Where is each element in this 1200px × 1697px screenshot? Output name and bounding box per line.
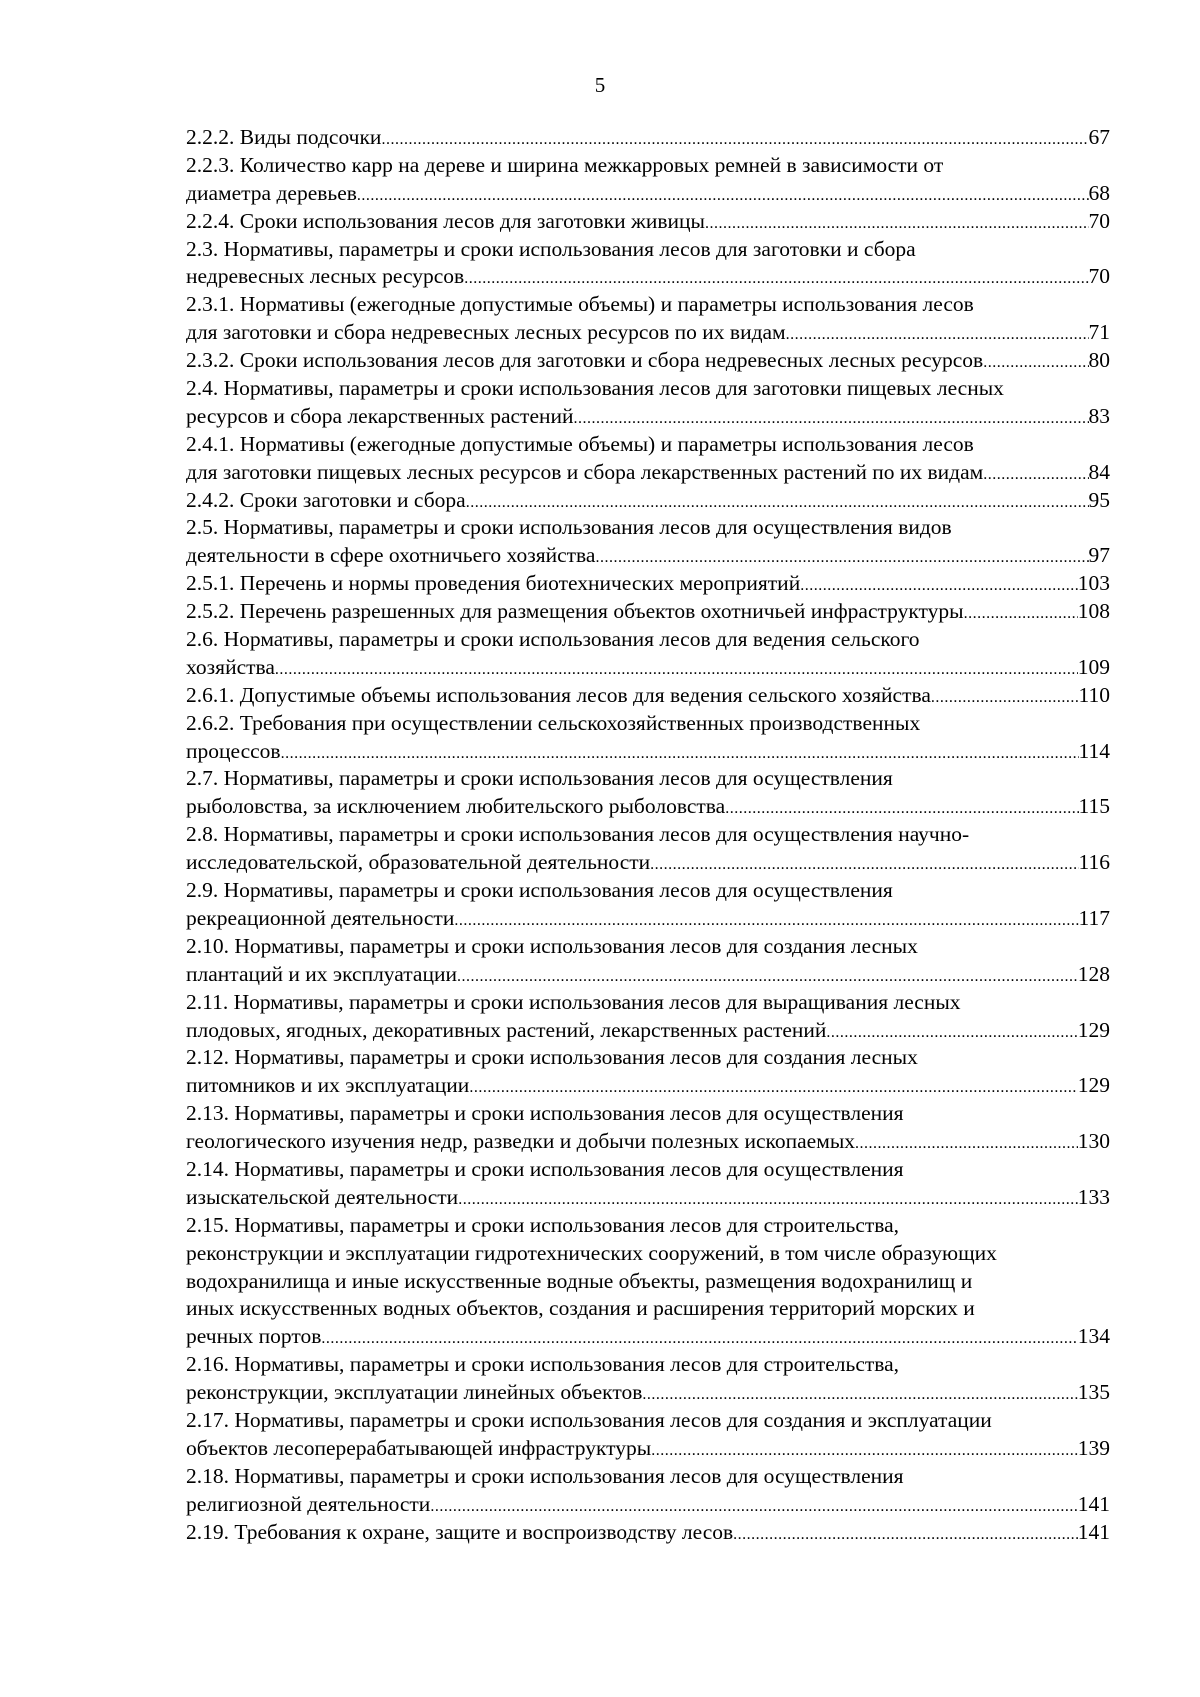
- toc-entry[interactable]: [186, 1351, 1110, 1407]
- toc-entry-text: 2.15. Нормативы, параметры и сроки использования лесов для строительства,: [186, 1212, 900, 1237]
- dot-leader: [381, 126, 1088, 154]
- toc-entry-line: [186, 1491, 1110, 1519]
- toc-entry-line: [186, 1463, 1110, 1491]
- dot-leader: [651, 1437, 1078, 1465]
- toc-page-number: 135: [1077, 1380, 1110, 1405]
- dot-leader: [466, 489, 1089, 517]
- toc-entry-text: питомников и их эксплуатации: [186, 1073, 470, 1098]
- dot-leader: [281, 740, 1079, 768]
- toc-entry-text: реконструкции и эксплуатации гидротехнических сооружений, в том числе образующих: [186, 1240, 997, 1265]
- toc-entry-line: [186, 849, 1110, 877]
- dot-leader: [357, 182, 1089, 210]
- dot-leader: [642, 1381, 1077, 1409]
- toc-entry[interactable]: [186, 487, 1110, 515]
- toc-entry-text: 2.6. Нормативы, параметры и сроки использования лесов для ведения сельского: [186, 627, 920, 652]
- toc-page-number: 95: [1088, 487, 1110, 512]
- dot-leader: [454, 907, 1078, 935]
- toc-entry[interactable]: [186, 347, 1110, 375]
- toc-entry-text: 2.5. Нормативы, параметры и сроки использования лесов для осуществления видов: [186, 515, 952, 540]
- toc-entry-text: 2.10. Нормативы, параметры и сроки использования лесов для создания лесных: [186, 933, 918, 958]
- toc-entry[interactable]: [186, 236, 1110, 292]
- toc-entry-text: процессов: [186, 738, 281, 763]
- dot-leader: [800, 572, 1078, 600]
- toc-entry-text: 2.17. Нормативы, параметры и сроки использования лесов для создания и эксплуатации: [186, 1407, 992, 1432]
- toc-entry-text: 2.11. Нормативы, параметры и сроки использования лесов для выращивания лесных: [186, 989, 961, 1014]
- toc-page-number: 134: [1077, 1324, 1110, 1349]
- toc-entry-line: [186, 1044, 1110, 1072]
- toc-entry-line: [186, 933, 1110, 961]
- toc-page-number: 115: [1078, 794, 1110, 819]
- dot-leader: [733, 1521, 1078, 1549]
- toc-entry-text: 2.13. Нормативы, параметры и сроки использования лесов для осуществления: [186, 1101, 904, 1126]
- toc-entry-line: [186, 347, 1110, 375]
- toc-page-number: 139: [1077, 1435, 1110, 1460]
- dot-leader: [469, 1074, 1077, 1102]
- toc-entry-line: [186, 1295, 1110, 1323]
- page-number: 5: [594, 73, 606, 97]
- toc-entry-line: [186, 180, 1110, 208]
- toc-entry-text: рекреационной деятельности: [186, 905, 455, 930]
- toc-entry-line: [186, 124, 1110, 152]
- toc-entry-text: 2.16. Нормативы, параметры и сроки использования лесов для строительства,: [186, 1352, 900, 1377]
- toc-entry-line: [186, 236, 1110, 264]
- toc-entry-line: [186, 431, 1110, 459]
- toc-page-number: 117: [1078, 905, 1110, 930]
- toc-entry-line: [186, 989, 1110, 1017]
- toc-entry-line: [186, 654, 1110, 682]
- toc-entry-text: иных искусственных водных объектов, создания и расширения территорий морских и: [186, 1296, 975, 1321]
- toc-entry-text: 2.4. Нормативы, параметры и сроки использования лесов для заготовки пищевых лесных: [186, 376, 1004, 401]
- toc-entry[interactable]: [186, 208, 1110, 236]
- toc-entry[interactable]: [186, 710, 1110, 766]
- toc-page-number: 128: [1077, 961, 1110, 986]
- toc-entry[interactable]: [186, 291, 1110, 347]
- dot-leader: [574, 405, 1089, 433]
- toc-entry-text: 2.3. Нормативы, параметры и сроки использования лесов для заготовки и сбора: [186, 236, 916, 261]
- toc-entry[interactable]: [186, 514, 1110, 570]
- toc-entry[interactable]: [186, 1212, 1110, 1351]
- toc-entry-line: [186, 208, 1110, 236]
- toc-entry[interactable]: [186, 933, 1110, 989]
- toc-entry-text: 2.7. Нормативы, параметры и сроки использования лесов для осуществления: [186, 766, 893, 791]
- dot-leader: [595, 544, 1088, 572]
- dot-leader: [458, 1186, 1078, 1214]
- toc-entry-text: ресурсов и сбора лекарственных растений: [186, 403, 574, 428]
- toc-page-number: 130: [1077, 1129, 1110, 1154]
- dot-leader: [457, 963, 1078, 991]
- toc-entry-line: [186, 1240, 1110, 1268]
- dot-leader: [650, 851, 1078, 879]
- toc-entry[interactable]: [186, 152, 1110, 208]
- toc-entry-line: [186, 1323, 1110, 1351]
- toc-entry-text: 2.4.1. Нормативы (ежегодные допустимые объемы) и параметры использования лесов: [186, 431, 974, 456]
- toc-entry-line: [186, 1351, 1110, 1379]
- toc-entry-line: [186, 765, 1110, 793]
- toc-entry-line: [186, 1017, 1110, 1045]
- toc-entry-text: 2.2.2. Виды подсочки: [186, 125, 382, 149]
- dot-leader: [983, 349, 1088, 377]
- toc-entry-text: 2.18. Нормативы, параметры и сроки использования лесов для осуществления: [186, 1463, 904, 1488]
- toc-entry-line: [186, 738, 1110, 766]
- toc-page-number: 84: [1088, 459, 1110, 484]
- toc-entry-text: для заготовки и сбора недревесных лесных ресурсов по их видам: [186, 320, 786, 345]
- toc-page-number: 70: [1088, 264, 1110, 289]
- toc-entry-line: [186, 821, 1110, 849]
- toc-page-number: 110: [1078, 682, 1110, 707]
- toc-entry-text: рыболовства, за исключением любительского рыболовства: [186, 794, 726, 819]
- toc-entry-line: [186, 1128, 1110, 1156]
- toc-entry-line: [186, 1100, 1110, 1128]
- toc-entry-text: 2.8. Нормативы, параметры и сроки использования лесов для осуществления научно-: [186, 822, 970, 847]
- toc-page-number: 129: [1077, 1073, 1110, 1098]
- toc-entry[interactable]: [186, 1463, 1110, 1519]
- toc-entry[interactable]: [186, 1407, 1110, 1463]
- toc-entry-line: [186, 1435, 1110, 1463]
- toc-entry-text: изыскательской деятельности: [186, 1184, 459, 1209]
- toc-entry-text: 2.2.3. Количество карр на дереве и ширина межкарровых ремней в зависимости от: [186, 152, 944, 177]
- toc-entry-line: [186, 626, 1110, 654]
- toc-entry-line: [186, 682, 1110, 710]
- toc-entry[interactable]: [186, 431, 1110, 487]
- toc-entry[interactable]: [186, 570, 1110, 598]
- toc-entry[interactable]: [186, 1156, 1110, 1212]
- toc-page-number: 114: [1078, 738, 1110, 763]
- toc-entry[interactable]: [186, 877, 1110, 933]
- toc-entry[interactable]: [186, 1044, 1110, 1100]
- toc-page-number: 116: [1078, 850, 1110, 875]
- toc-entry-text: деятельности в сфере охотничьего хозяйства: [186, 543, 596, 568]
- toc-entry-text: диаметра деревьев: [186, 180, 357, 205]
- toc-page-number: 141: [1077, 1491, 1110, 1516]
- dot-leader: [983, 461, 1088, 489]
- toc-entry-line: [186, 877, 1110, 905]
- toc-entry[interactable]: [186, 626, 1110, 682]
- toc-entry[interactable]: [186, 821, 1110, 877]
- toc-entry-line: [186, 793, 1110, 821]
- toc-entry-text: 2.5.2. Перечень разрешенных для размещения объектов охотничьей инфраструктуры: [186, 599, 964, 624]
- toc-entry-line: [186, 514, 1110, 542]
- toc-entry-text: плантаций и их эксплуатации: [186, 961, 457, 986]
- toc-entry-text: для заготовки пищевых лесных ресурсов и сбора лекарственных растений по их видам: [186, 459, 984, 484]
- toc-entry-text: 2.19. Требования к охране, защите и воспроизводству лесов: [186, 1519, 734, 1544]
- toc-entry-line: [186, 375, 1110, 403]
- toc-entry[interactable]: [186, 682, 1110, 710]
- dot-leader: [464, 265, 1088, 293]
- toc-page-number: 129: [1077, 1017, 1110, 1042]
- toc-entry-line: [186, 1379, 1110, 1407]
- toc-entry-line: [186, 263, 1110, 291]
- toc-entry-text: 2.12. Нормативы, параметры и сроки использования лесов для создания лесных: [186, 1045, 918, 1070]
- toc-entry-line: [186, 1407, 1110, 1435]
- dot-leader: [826, 1019, 1077, 1047]
- toc-entry-text: 2.3.1. Нормативы (ежегодные допустимые объемы) и параметры использования лесов: [186, 292, 974, 317]
- toc-entry-text: 2.9. Нормативы, параметры и сроки использования лесов для осуществления: [186, 878, 893, 903]
- dot-leader: [964, 600, 1078, 628]
- toc-page-number: 97: [1088, 543, 1110, 568]
- toc-entry-text: объектов лесоперерабатывающей инфраструктуры: [186, 1435, 652, 1460]
- toc-entry-text: реконструкции, эксплуатации линейных объектов: [186, 1380, 643, 1405]
- toc-entry-text: 2.2.4. Сроки использования лесов для заготовки живицы: [186, 208, 705, 233]
- toc-page-number: 133: [1077, 1184, 1110, 1209]
- toc-entry-line: [186, 487, 1110, 515]
- toc-page-number: 71: [1088, 320, 1110, 345]
- toc-entry-line: [186, 598, 1110, 626]
- toc-entry-line: [186, 1184, 1110, 1212]
- toc-entry-line: [186, 403, 1110, 431]
- toc-page-number: 83: [1088, 403, 1110, 428]
- toc-page-number: 67: [1088, 125, 1110, 149]
- toc-page-number: 141: [1077, 1519, 1110, 1544]
- toc-entry-text: водохранилища и иные искусственные водные объекты, размещения водохранилищ и: [186, 1268, 973, 1293]
- toc-entry-line: [186, 542, 1110, 570]
- toc-entry-line: [186, 961, 1110, 989]
- toc-entry-text: хозяйства: [186, 654, 275, 679]
- toc-page-number: 80: [1088, 348, 1110, 373]
- toc-entry-line: [186, 905, 1110, 933]
- toc-entry-line: [186, 1268, 1110, 1296]
- toc-entry-line: [186, 291, 1110, 319]
- toc-entry-text: 2.5.1. Перечень и нормы проведения биотехнических мероприятий: [186, 571, 801, 596]
- toc-page-number: 68: [1088, 180, 1110, 205]
- toc-entry-text: 2.3.2. Сроки использования лесов для заготовки и сбора недревесных лесных ресурсов: [186, 348, 984, 373]
- toc-entry[interactable]: [186, 124, 1110, 152]
- toc-entry-text: геологического изучения недр, разведки и добычи полезных ископаемых: [186, 1129, 856, 1154]
- toc-entry-line: [186, 1072, 1110, 1100]
- toc-entry-text: 2.6.1. Допустимые объемы использования лесов для ведения сельского хозяйства: [186, 682, 931, 707]
- toc-entry-text: 2.6.2. Требования при осуществлении сельскохозяйственных производственных: [186, 710, 921, 735]
- toc-page-number: 103: [1077, 571, 1110, 596]
- toc-page-number: 70: [1088, 208, 1110, 233]
- dot-leader: [430, 1493, 1077, 1521]
- toc-entry-line: [186, 710, 1110, 738]
- toc-entry-text: плодовых, ягодных, декоративных растений, лекарственных растений: [186, 1017, 827, 1042]
- dot-leader: [275, 656, 1078, 684]
- toc-entry-line: [186, 1519, 1110, 1547]
- toc-entry[interactable]: [186, 1100, 1110, 1156]
- toc-page-number: 109: [1077, 654, 1110, 679]
- dot-leader: [855, 1130, 1078, 1158]
- table-of-contents: [186, 124, 1110, 1546]
- dot-leader: [705, 210, 1089, 238]
- dot-leader: [725, 795, 1078, 823]
- toc-entry[interactable]: [186, 765, 1110, 821]
- toc-entry[interactable]: [186, 375, 1110, 431]
- dot-leader: [931, 684, 1079, 712]
- toc-entry-line: [186, 570, 1110, 598]
- toc-entry[interactable]: [186, 989, 1110, 1045]
- dot-leader: [786, 321, 1089, 349]
- toc-entry-line: [186, 1212, 1110, 1240]
- toc-entry[interactable]: [186, 598, 1110, 626]
- toc-entry[interactable]: [186, 1519, 1110, 1547]
- toc-entry-line: [186, 1156, 1110, 1184]
- toc-page-number: 108: [1077, 599, 1110, 624]
- toc-entry-line: [186, 459, 1110, 487]
- toc-entry-line: [186, 319, 1110, 347]
- toc-entry-text: 2.14. Нормативы, параметры и сроки использования лесов для осуществления: [186, 1156, 904, 1181]
- toc-entry-text: речных портов: [186, 1324, 322, 1349]
- toc-entry-text: исследовательской, образовательной деятельности: [186, 850, 651, 875]
- toc-entry-text: религиозной деятельности: [186, 1491, 431, 1516]
- toc-entry-text: недревесных лесных ресурсов: [186, 264, 465, 289]
- toc-entry-text: 2.4.2. Сроки заготовки и сбора: [186, 487, 466, 512]
- dot-leader: [321, 1325, 1077, 1353]
- toc-entry-line: [186, 152, 1110, 180]
